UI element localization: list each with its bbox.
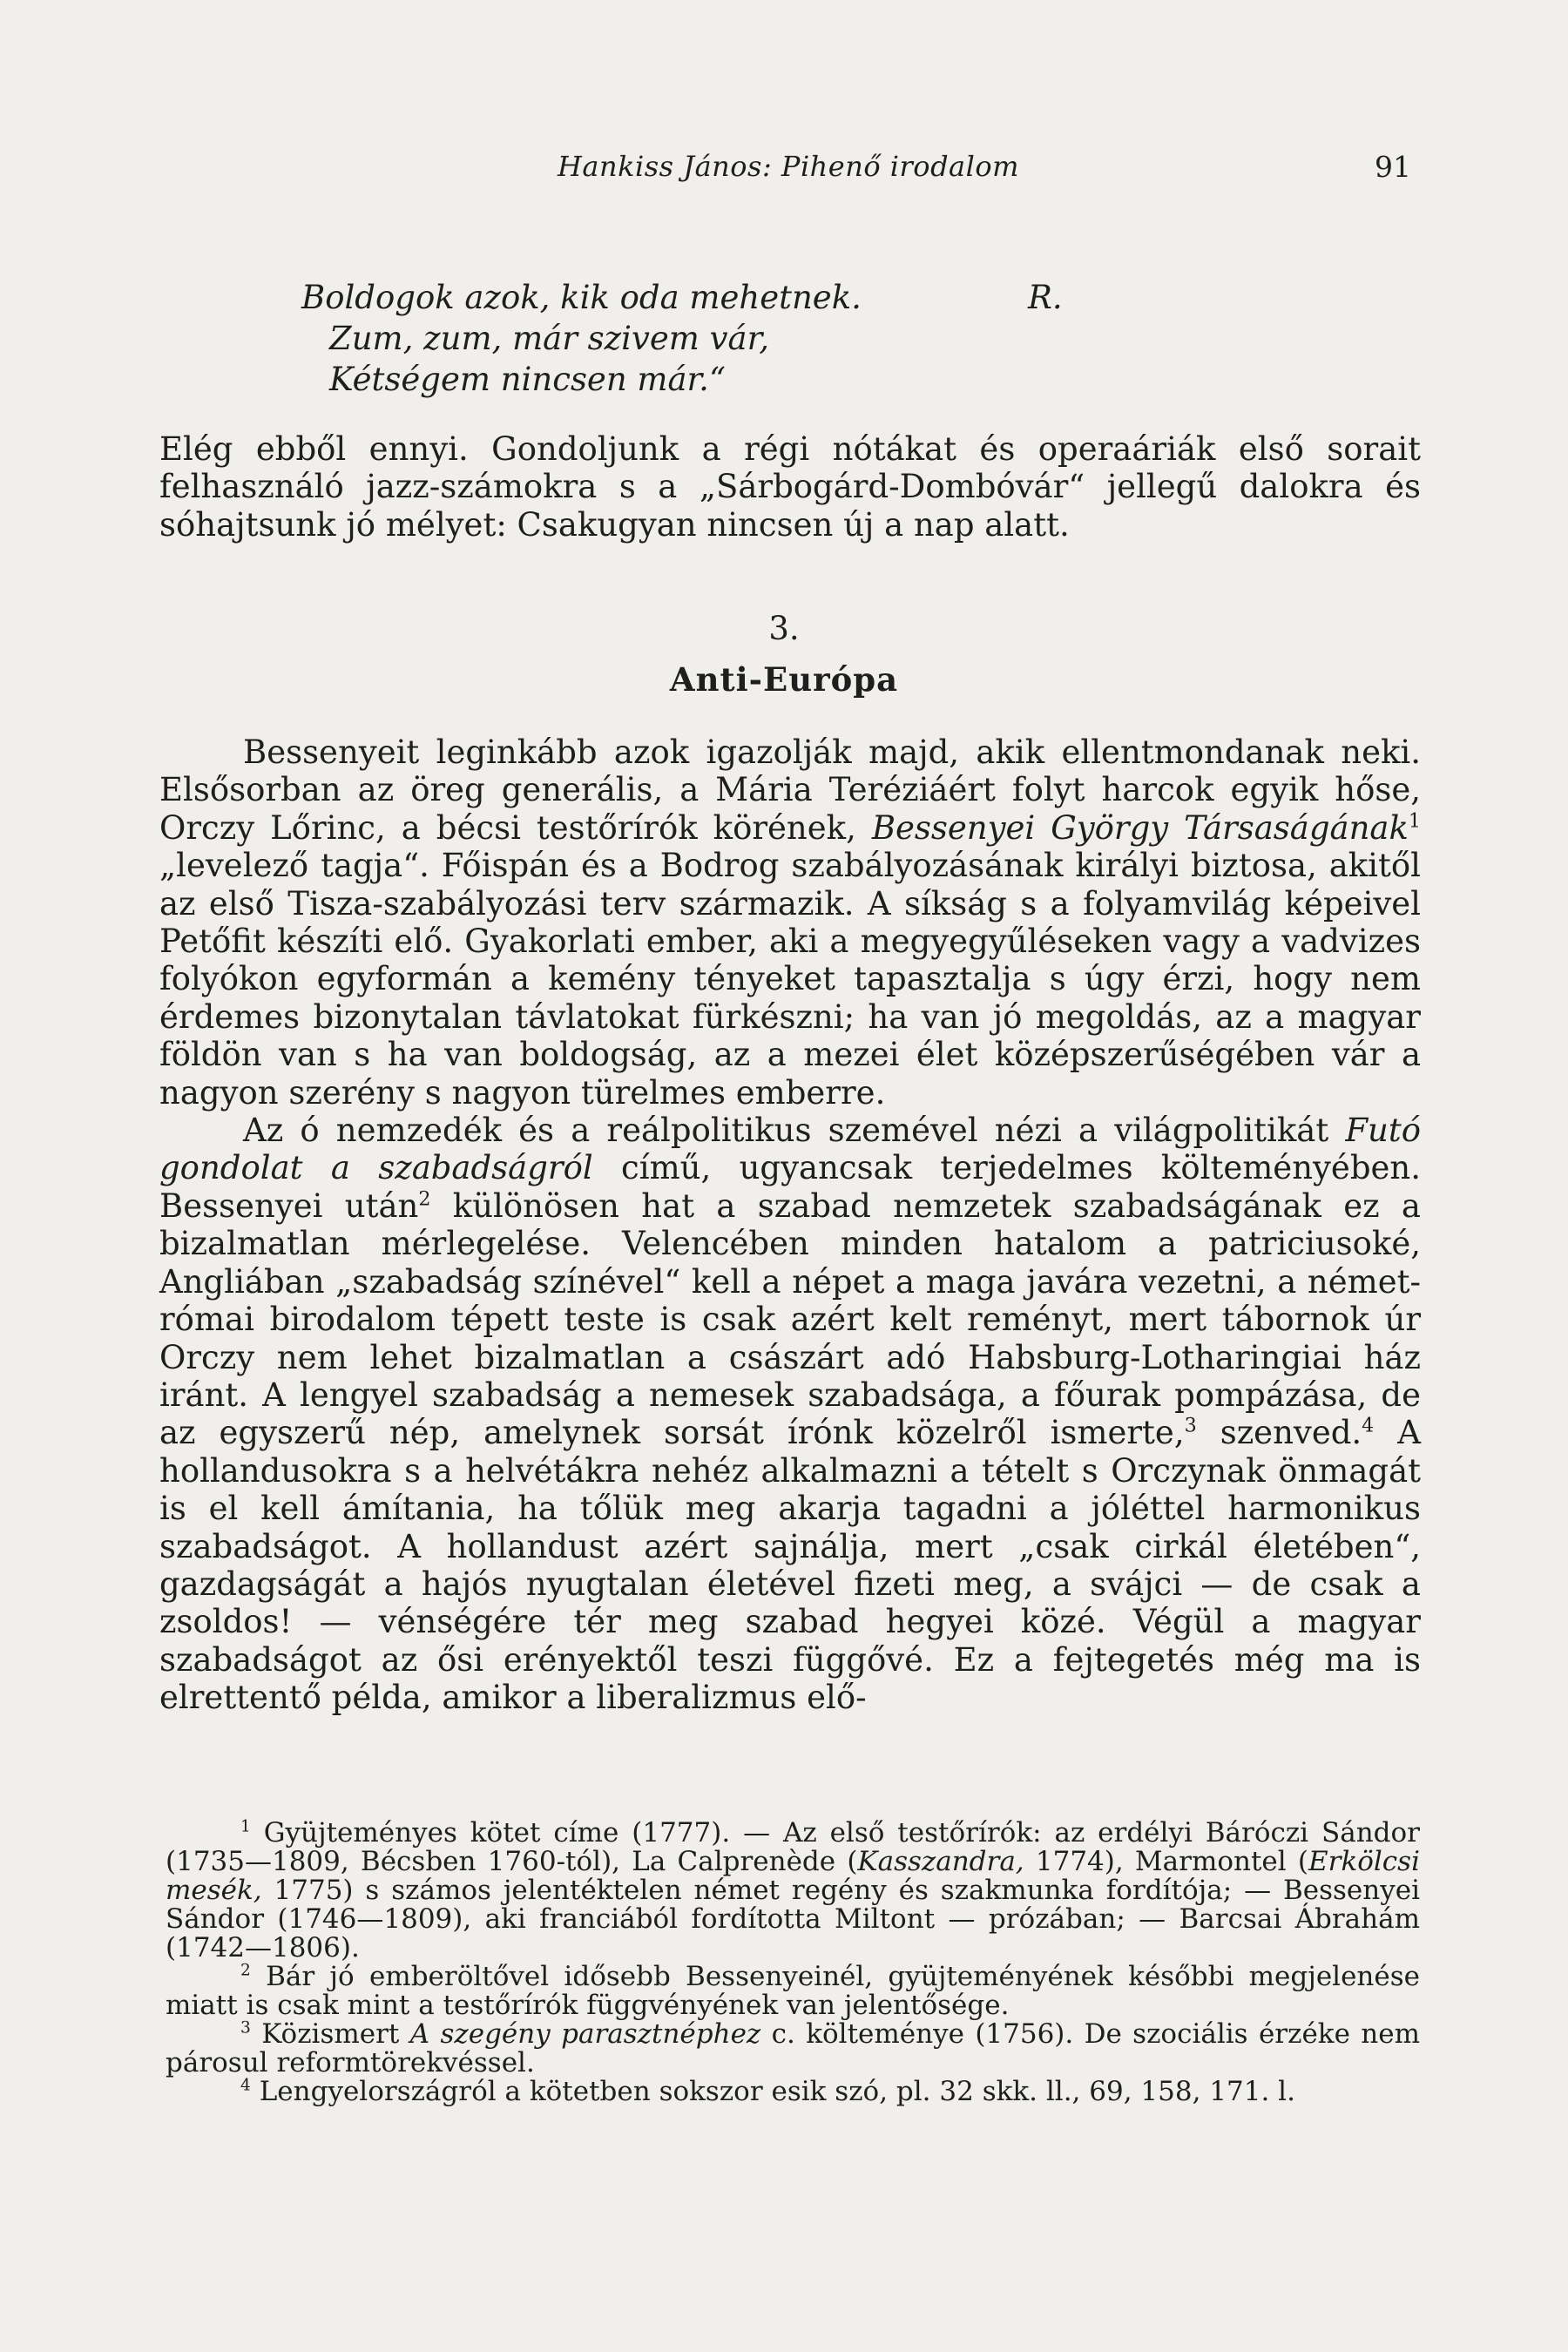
work-title: A szegény parasztnéphez xyxy=(409,2018,761,2050)
footnote-text: Lengyelországról a kötetben sokszor esik szó, pl. 32 skk. ll., 69, 158, 171. l. xyxy=(250,2076,1295,2107)
footnote-ref[interactable]: 4 xyxy=(1362,1414,1375,1437)
society-title: Bessenyei György Társaságának xyxy=(871,808,1409,847)
text-run: Az ó nemzedék és a reálpolitikus szemével nézi a világpolitikát xyxy=(243,1112,1346,1150)
footnote-marker: 4 xyxy=(240,2076,251,2095)
poem-line xyxy=(301,277,1277,318)
footnote-ref[interactable]: 3 xyxy=(1184,1414,1197,1437)
text-run: szenved. xyxy=(1196,1414,1362,1452)
poem-line: Zum, zum, már szivem vár, xyxy=(329,320,769,357)
page-number: 91 xyxy=(1375,150,1411,184)
footnote-text: 1775) s számos jelentéktelen német regény és szakmunka fordítója; — Bessenyei Sándor (1746—1809), aki franciából fordította Miltont — prózában; — Barcsai Ábrahám (1742—1806). xyxy=(166,1875,1420,1963)
poem-line-text: Boldogok azok, kik oda mehetnek. xyxy=(301,279,862,316)
section-number: 3. xyxy=(768,610,800,647)
footnote xyxy=(166,2078,1420,2106)
poem-title: Futó gondolat a szabadságról xyxy=(159,1112,1421,1187)
poem-quote xyxy=(301,277,1277,400)
paragraph: Elég ebből ennyi. Gondoljunk a régi nótákat és operaáriák első sorait felhasználó jazz-számokra s a „Sárbogárd-Dombóvár“ jellegű dalokra és sóhajtsunk jó mélyet: Csakugyan nincsen új a nap alatt. xyxy=(159,430,1421,544)
text-run: „levelező tagja“. Főispán és a Bodrog szabályozásának királyi biztosa, akitől az első Tisza-szabályozási terv származik. A síkság s a folyamvilág képeivel Petőfit készíti elő. Gyakorlati ember, aki a megyegyűléseken vagy a vadvizes folyókon egyformán a kemény tényeket tapasztalja s úgy érzi, hogy nem érdemes bizonytalan távlatokat fürkészni; ha van jó megoldás, az a magyar földön van s ha van boldogság, az a mezei élet középszerűségében vár a nagyon szerény s nagyon türelmes emberre. xyxy=(159,847,1421,1112)
text-run: Bessenyeit leginkább azok igazolják majd, akik ellentmondanak neki. Elsősorban az öreg generális, a Mária Teréziáért folyt harcok egyik hőse, Orczy Lőrinc, a bécsi testőrírók körének, xyxy=(159,733,1421,847)
body-text xyxy=(159,733,1421,1717)
footnotes xyxy=(166,1819,1420,2106)
footnote xyxy=(166,1963,1420,2020)
footnote-marker: 3 xyxy=(240,2018,251,2038)
footnote xyxy=(166,1819,1420,1963)
text-run: különösen hat a szabad nemzetek szabadságának ez a bizalmatlan mérlegelése. Velencében minden hatalom a patriciusoké, Angliában „szabadság színével“ kell a népet a maga javára vezetni, a német-római birodalom tépett teste is csak azért kelt reményt, mert tábornok úr Orczy nem lehet bizalmatlan a császárt adó Habsburg-Lotharingiai ház iránt. A lengyel szabadság a nemesek szabadsága, a főurak pompázása, de az egyszerű nép, amelynek sorsát írónk közelről ismerte, xyxy=(159,1186,1421,1452)
text-run: A hollandusokra s a helvétákra nehéz alkalmazni a tételt s Orczynak önmagát is el kell ámítania, ha tőlük meg akarja tagadni a jóléttel harmonikus szabadságot. A hollandust azért sajnálja, mert „csak cirkál életében“, gazdagságát a hajós nyugtalan életével fizeti meg, a svájci — de csak a zsoldos! — vénségére tér meg szabad hegyei közé. Végül a magyar szabadságot az ősi erényektől teszi függővé. Ez a fejtegetés még ma is elrettentő példa, amikor a liberalizmus elő- xyxy=(159,1414,1422,1717)
paragraph xyxy=(159,733,1421,1112)
page-header xyxy=(166,150,1411,193)
work-title: Kasszandra, xyxy=(857,1846,1024,1877)
section-title: Anti-Európa xyxy=(669,660,899,699)
footnote-text: Bár jó emberöltővel idősebb Bessenyeinél, gyüjteményének későbbi megjelenése miatt is csak mint a testőrírók függvényének van jelentősége. xyxy=(166,1961,1420,2021)
work-title: Erkölcsi mesék, xyxy=(166,1846,1420,1906)
footnote-ref[interactable]: 1 xyxy=(1408,809,1422,833)
text-run: című, ugyancsak terjedelmes költeményében. Bessenyei után xyxy=(159,1149,1422,1225)
footnote-ref[interactable]: 2 xyxy=(418,1187,431,1211)
footnote-text: Gyüjteményes kötet címe (1777). — Az első testőrírók: az erdélyi Báróczi Sándor (1735—1809, Bécsben 1760-tól), La Calprenède ( xyxy=(166,1817,1420,1877)
footnote-text: c. költeménye (1756). De szociális érzéke nem párosul reformtörekvéssel. xyxy=(166,2018,1420,2078)
paragraph xyxy=(159,1112,1421,1717)
footnote-text: 1774), Marmontel ( xyxy=(1024,1846,1308,1877)
running-title: Hankiss János: Pihenő irodalom xyxy=(558,150,1019,183)
footnote xyxy=(166,2020,1420,2078)
footnote-text: Közismert xyxy=(250,2018,410,2050)
footnote-marker: 2 xyxy=(240,1961,251,1980)
poem-line: Kétségem nincsen már.“ xyxy=(329,361,726,398)
refrain-marker: R. xyxy=(1028,279,1063,316)
footnote-marker: 1 xyxy=(240,1817,251,1836)
